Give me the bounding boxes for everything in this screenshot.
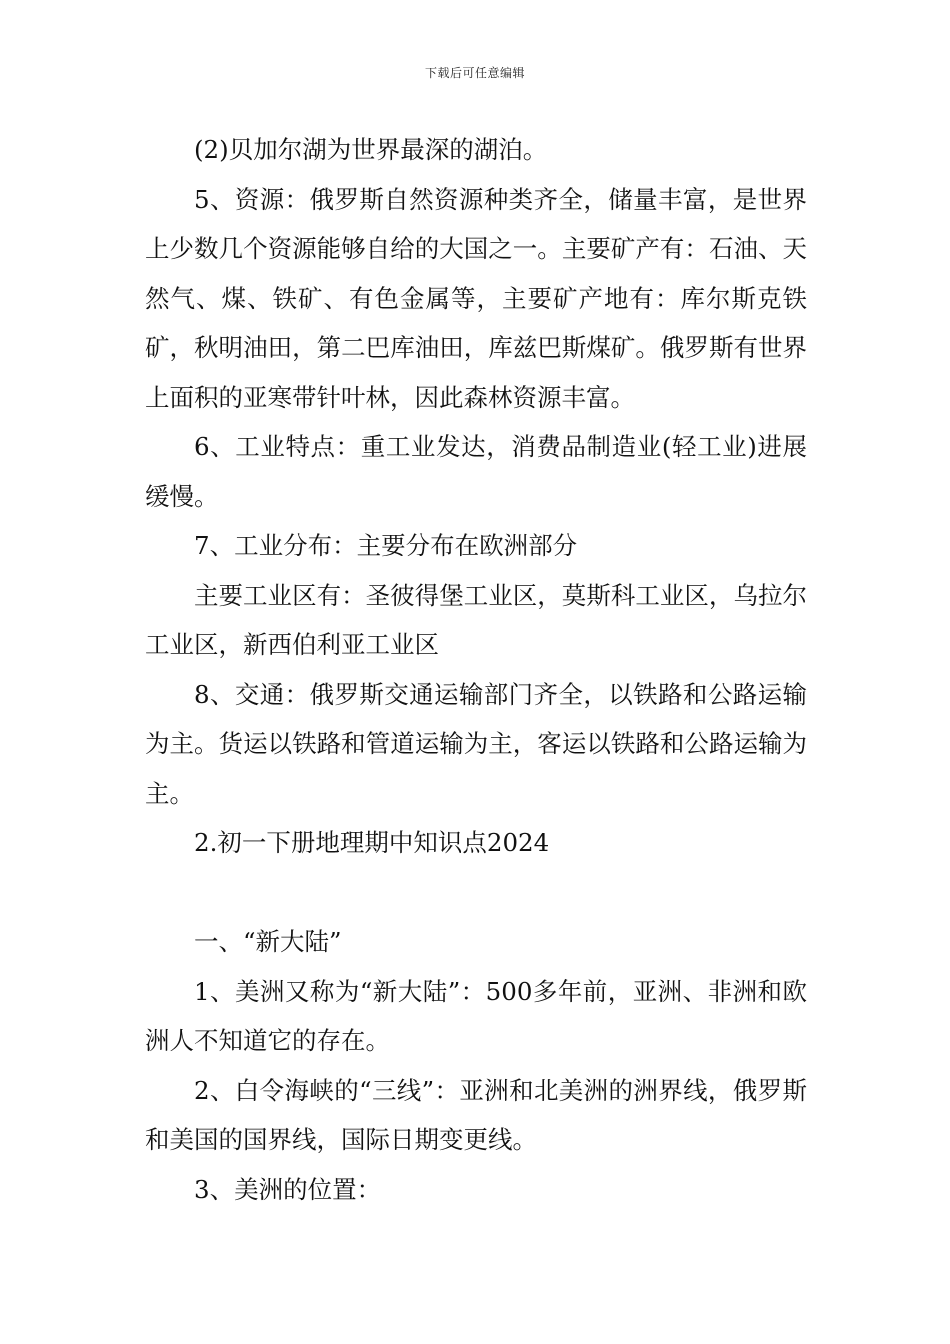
section-heading-new-continent: 一、“新大陆” [194, 927, 342, 956]
blank-line [145, 868, 807, 918]
paragraph-industrial-zones: 主要工业区有：圣彼得堡工业区，莫斯科工业区，乌拉尔工业区，新西伯利亚工业区 [145, 580, 807, 659]
section-heading-midterm: 2.初一下册地理期中知识点2024 [194, 828, 550, 857]
document-body [145, 125, 807, 1214]
paragraph-baikal: (2)贝加尔湖为世界最深的湖泊。 [194, 135, 548, 164]
paragraph-industry-features: 6、工业特点：重工业发达，消费品制造业(轻工业)进展缓慢。 [145, 432, 807, 511]
paragraph-industry-distribution: 7、工业分布：主要分布在欧洲部分 [194, 531, 578, 560]
paragraph-americas-location: 3、美洲的位置： [194, 1174, 382, 1204]
paragraph-resources: 5、资源：俄罗斯自然资源种类齐全，储量丰富，是世界上少数几个资源能够自给的大国之一。主要矿产有：石油、天然气、煤、铁矿、有色金属等，主要矿产地有：库尔斯克铁矿，秋明油田，第二巴库油田，库兹巴斯煤矿。俄罗斯有世界上面积的亚寒带针叶林，因此森林资源丰富。 [145, 184, 807, 412]
paragraph-transport: 8、交通：俄罗斯交通运输部门齐全，以铁路和公路运输为主。货运以铁路和管道运输为主，客运以铁路和公路运输为主。 [145, 679, 807, 808]
paragraph-bering-strait: 2、白令海峡的“三线”：亚洲和北美洲的洲界线，俄罗斯和美国的国界线，国际日期变更线。 [145, 1075, 807, 1154]
paragraph-americas-new-continent: 1、美洲又称为“新大陆”：500多年前，亚洲、非洲和欧洲人不知道它的存在。 [145, 976, 807, 1055]
page-header-note: 下载后可任意编辑 [424, 66, 525, 80]
